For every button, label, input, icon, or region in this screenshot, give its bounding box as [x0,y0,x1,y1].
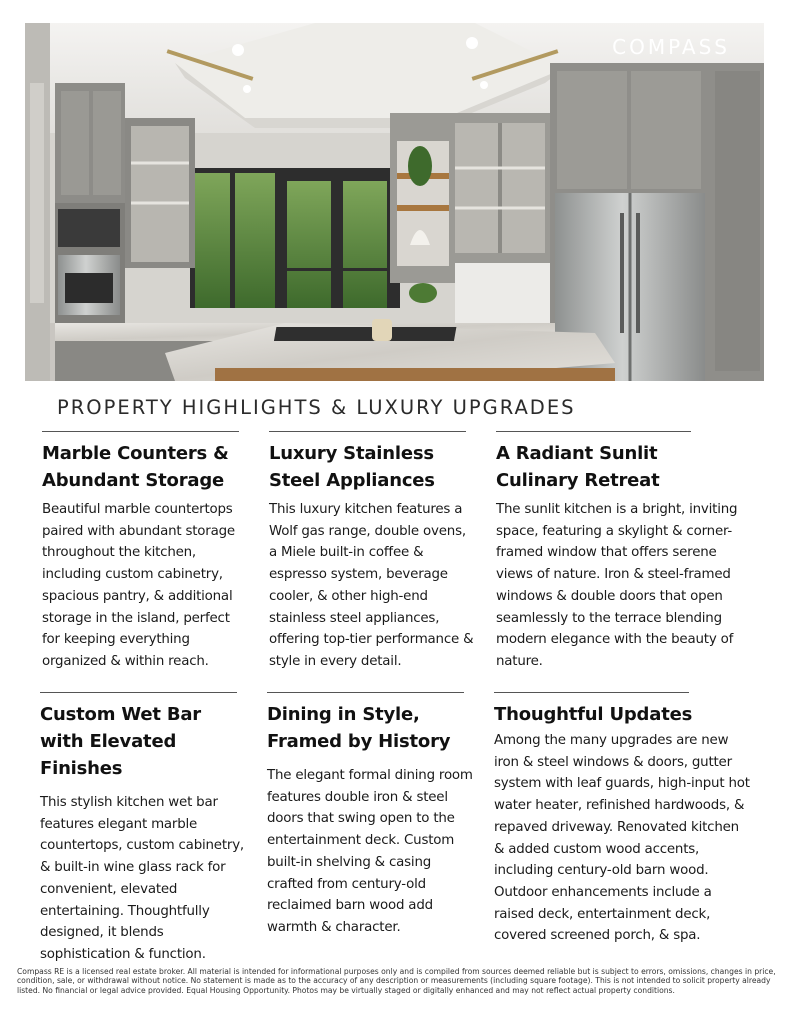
highlight-card [267,692,474,939]
highlight-title: Marble Counters & Abundant Storage [42,443,229,491]
legal-disclaimer: Compass RE is a licensed real estate broker. All material is intended for informational purposes only and is compiled from sources deemed reliable but is subject to errors, omissions, changes in price, condition, sale, or withdrawal without notice. No statement is made as to the accuracy of any description or measurements (including square footage). This is not intended to solicit property already listed. No financial or legal advice provided. Equal Housing Opportunity. Photos may be virtually staged or digitally enhanced and may not reflect actual property conditions. [17,967,776,995]
highlight-body: Beautiful marble countertops paired with abundant storage throughout the kitchen, including custom cabinetry, spacious pantry, & additional storage in the island, perfect for keeping everything organized & within reach. [42,502,235,669]
highlight-title: Thoughtful Updates [494,704,693,725]
highlight-card [40,692,250,966]
highlight-body: This luxury kitchen features a Wolf gas range, double ovens, a Miele built-in coffee & espresso system, beverage cooler, & other high-end stainless steel appliances, offering top-tier performance & style in every detail. [269,502,474,669]
kitchen-photo [25,23,764,381]
highlight-title: Luxury Stainless Steel Appliances [269,443,435,491]
divider [494,692,689,693]
highlight-title: Dining in Style, Framed by History [267,704,451,752]
page-title: PROPERTY HIGHLIGHTS & LUXURY UPGRADES [57,396,576,419]
highlight-body: Among the many upgrades are new iron & steel windows & doors, gutter system with leaf guards, high-input hot water heater, refinished hardwoods, & repaved driveway. Renovated kitchen & added custom wood accents, including century-old barn wood. Outdoor enhancements include a raised deck, entertainment deck, covered screened porch, & spa. [494,733,750,944]
highlight-card [494,692,752,947]
divider [40,692,237,693]
highlight-card [42,431,247,673]
divider [267,692,464,693]
compass-logo: COMPASS [612,35,730,59]
divider [269,431,466,432]
highlight-body: This stylish kitchen wet bar features elegant marble countertops, custom cabinetry, & built-in wine glass rack for convenient, elevated entertaining. Thoughtfully designed, it blends sophistication & function. [40,795,244,962]
highlight-title: A Radiant Sunlit Culinary Retreat [496,443,660,491]
highlight-title: Custom Wet Bar with Elevated Finishes [40,704,201,779]
divider [42,431,239,432]
highlight-body: The elegant formal dining room features double iron & steel doors that swing open to the entertainment deck. Custom built-in shelving & casing crafted from century-old reclaimed barn wood add warmth & character. [267,768,473,935]
highlight-card [269,431,476,673]
divider [496,431,691,432]
highlight-body: The sunlit kitchen is a bright, inviting space, featuring a skylight & corner-framed window that offers serene views of nature. Iron & steel-framed windows & double doors that open seamlessly to the terrace blending modern elegance with the beauty of nature. [496,502,738,669]
highlight-card [496,431,751,673]
